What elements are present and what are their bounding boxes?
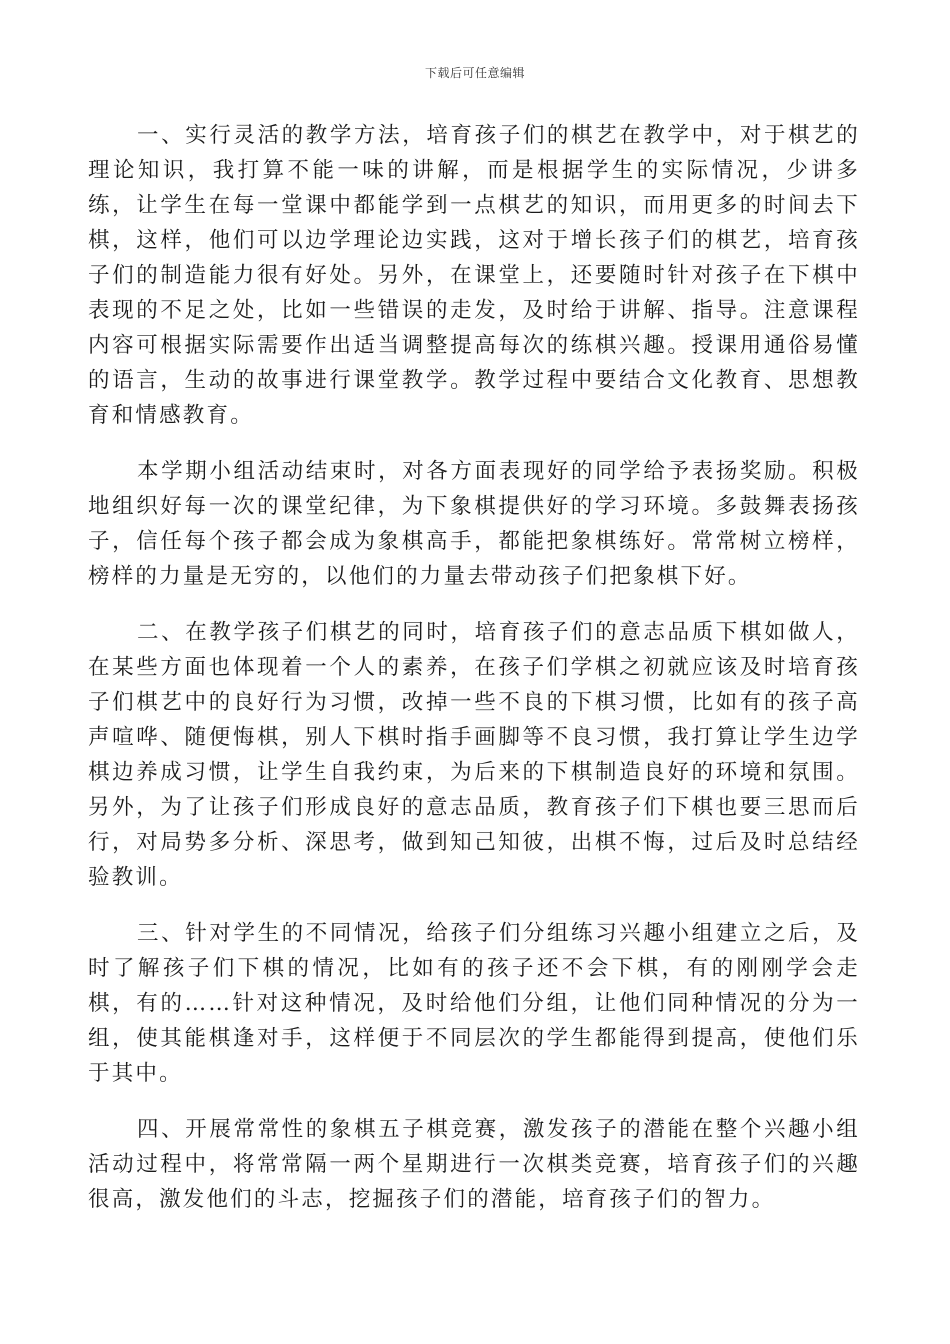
paragraph-2: 本学期小组活动结束时，对各方面表现好的同学给予表扬奖励。积极地组织好每一次的课堂纪律，为下象棋提供好的学习环境。多鼓舞表扬孩子，信任每个孩子都会成为象棋高手，都能把象棋练好。常常树立榜样，榜样的力量是无穷的，以他们的力量去带动孩子们把象棋下好。 xyxy=(88,459,860,589)
document-body xyxy=(88,118,860,1238)
paragraph-1: 一、实行灵活的教学方法，培育孩子们的棋艺在教学中，对于棋艺的理论知识，我打算不能一味的讲解，而是根据学生的实际情况，少讲多练，让学生在每一堂课中都能学到一点棋艺的知识，而用更多的时间去下棋，这样，他们可以边学理论边实践，这对于增长孩子们的棋艺，培育孩子们的制造能力很有好处。另外，在课堂上，还要随时针对孩子在下棋中表现的不足之处，比如一些错误的走发，及时给于讲解、指导。注意课程内容可根据实际需要作出适当调整提高每次的练棋兴趣。授课用通俗易懂的语言，生动的故事进行课堂教学。教学过程中要结合文化教育、思想教育和情感教育。 xyxy=(88,123,860,428)
paragraph-5: 四、开展常常性的象棋五子棋竞赛，激发孩子的潜能在整个兴趣小组活动过程中，将常常隔一两个星期进行一次棋类竞赛，培育孩子们的兴趣很高，激发他们的斗志，挖掘孩子们的潜能，培育孩子们的智力。 xyxy=(88,1117,860,1212)
paragraph-3: 二、在教学孩子们棋艺的同时，培育孩子们的意志品质下棋如做人，在某些方面也体现着一个人的素养，在孩子们学棋之初就应该及时培育孩子们棋艺中的良好行为习惯，改掉一些不良的下棋习惯，比如有的孩子高声喧哗、随便悔棋，别人下棋时指手画脚等不良习惯，我打算让学生边学棋边养成习惯，让学生自我约束，为后来的下棋制造良好的环境和氛围。另外，为了让孩子们形成良好的意志品质，教育孩子们下棋也要三思而后行，对局势多分析、深思考，做到知己知彼，出棋不悔，过后及时总结经验教训。 xyxy=(88,620,860,890)
paragraph-4: 三、针对学生的不同情况，给孩子们分组练习兴趣小组建立之后，及时了解孩子们下棋的情况，比如有的孩子还不会下棋，有的刚刚学会走棋，有的……针对这种情况，及时给他们分组，让他们同种情况的分为一组，使其能棋逢对手，这样便于不同层次的学生都能得到提高，使他们乐于其中。 xyxy=(88,921,860,1086)
page-header: 下载后可任意编辑 xyxy=(424,66,525,80)
